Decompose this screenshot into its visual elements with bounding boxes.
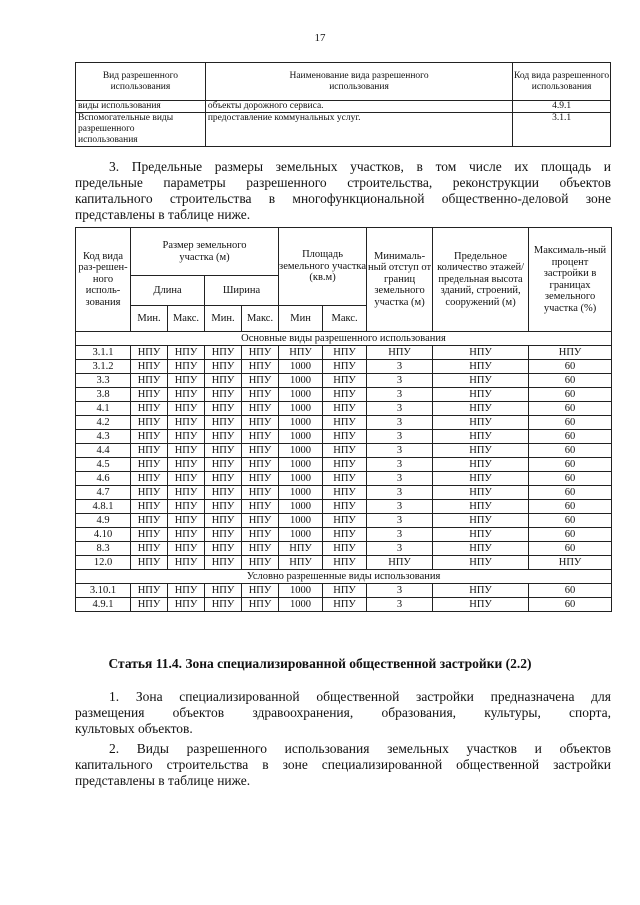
section-row	[76, 570, 612, 584]
table-cell: 4.7	[76, 486, 131, 500]
table-cell: 3	[367, 584, 433, 598]
table-cell: НПУ	[433, 444, 529, 458]
table-cell: НПУ	[323, 528, 367, 542]
table-cell: 3	[367, 472, 433, 486]
table-cell: НПУ	[205, 374, 242, 388]
table-cell: 3	[367, 360, 433, 374]
table-row	[76, 458, 612, 472]
table-cell: НПУ	[205, 472, 242, 486]
table-cell: НПУ	[433, 598, 529, 612]
table-cell: НПУ	[205, 346, 242, 360]
table-cell: НПУ	[279, 346, 323, 360]
table-cell: НПУ	[242, 598, 279, 612]
table-cell: 4.2	[76, 416, 131, 430]
table-row	[76, 444, 612, 458]
table-cell: НПУ	[433, 528, 529, 542]
table-cell: 4.1	[76, 402, 131, 416]
table-row	[76, 101, 611, 113]
table-cell: 1000	[279, 402, 323, 416]
table-cell: 60	[529, 444, 612, 458]
table-cell: 1000	[279, 360, 323, 374]
table-header-row	[76, 63, 611, 101]
table-cell: 1000	[279, 500, 323, 514]
table-cell: НПУ	[323, 486, 367, 500]
table-cell: НПУ	[168, 416, 205, 430]
table-cell: 3	[367, 486, 433, 500]
table-cell: 60	[529, 500, 612, 514]
table-cell: 60	[529, 584, 612, 598]
table-cell: НПУ	[323, 472, 367, 486]
table-cell: НПУ	[205, 486, 242, 500]
paragraph-line: представлены в таблице ниже.	[75, 773, 251, 788]
section-row	[76, 332, 612, 346]
table-row	[76, 500, 612, 514]
table-row	[76, 528, 612, 542]
table-cell: 3.1.2	[76, 360, 131, 374]
table-cell: НПУ	[205, 598, 242, 612]
table-cell: 3	[367, 374, 433, 388]
table-cell: 3	[367, 598, 433, 612]
table-cell: НПУ	[131, 598, 168, 612]
table-cell: НПУ	[433, 388, 529, 402]
cell-code: 4.9.1	[513, 101, 611, 113]
table-cell: 1000	[279, 444, 323, 458]
table-cell: 3.10.1	[76, 584, 131, 598]
header-name: Наименование вида разрешенного использования	[205, 63, 512, 101]
table-cell: 60	[529, 402, 612, 416]
table-cell: 3	[367, 402, 433, 416]
table-cell: НПУ	[168, 346, 205, 360]
table-cell: НПУ	[242, 514, 279, 528]
table-cell: 1000	[279, 514, 323, 528]
parameters-table	[75, 227, 612, 612]
table-cell: НПУ	[279, 542, 323, 556]
table-cell: 3	[367, 500, 433, 514]
table-row	[76, 598, 612, 612]
table-cell: 3	[367, 542, 433, 556]
paragraph-2	[75, 741, 611, 789]
table-cell: НПУ	[242, 430, 279, 444]
table-cell: 60	[529, 416, 612, 430]
table-cell: НПУ	[433, 402, 529, 416]
table-cell: НПУ	[168, 528, 205, 542]
table-row	[76, 514, 612, 528]
table-cell: 60	[529, 388, 612, 402]
table-cell: НПУ	[323, 584, 367, 598]
table-cell: НПУ	[168, 402, 205, 416]
table-cell: НПУ	[433, 542, 529, 556]
header-code: Код вида раз-решен-ного исполь-зования	[76, 228, 131, 332]
table-row	[76, 584, 612, 598]
table-row	[76, 388, 612, 402]
paragraph-1	[75, 689, 611, 737]
table-cell: 60	[529, 514, 612, 528]
table-cell: НПУ	[205, 500, 242, 514]
table-cell: 60	[529, 486, 612, 500]
table-cell: НПУ	[242, 346, 279, 360]
table-cell: 1000	[279, 458, 323, 472]
header-width-min: Мин.	[205, 306, 242, 332]
table-cell: 3	[367, 388, 433, 402]
table-cell: 60	[529, 472, 612, 486]
table-cell: НПУ	[168, 514, 205, 528]
table-row	[76, 374, 612, 388]
table-cell: НПУ	[433, 486, 529, 500]
table-cell: 1000	[279, 528, 323, 542]
table-row	[76, 542, 612, 556]
table-cell: 3	[367, 514, 433, 528]
table-cell: НПУ	[433, 374, 529, 388]
table-row	[76, 556, 612, 570]
table-cell: НПУ	[433, 556, 529, 570]
table-cell: НПУ	[433, 360, 529, 374]
table-cell: НПУ	[131, 528, 168, 542]
table-cell: НПУ	[529, 346, 612, 360]
table-cell: НПУ	[205, 556, 242, 570]
table-cell: НПУ	[323, 500, 367, 514]
table-cell: 60	[529, 360, 612, 374]
page-number: 17	[314, 32, 326, 44]
table-cell: 1000	[279, 584, 323, 598]
paragraph-line: культовых объектов.	[75, 721, 193, 736]
table-cell: НПУ	[205, 528, 242, 542]
table-cell: НПУ	[168, 458, 205, 472]
table-cell: НПУ	[433, 346, 529, 360]
table-cell: НПУ	[242, 402, 279, 416]
table-cell: НПУ	[168, 388, 205, 402]
paragraph-line: 1. Зона специализированной общественной застройки предназначена для	[109, 689, 611, 704]
table-cell: НПУ	[205, 388, 242, 402]
table-cell: НПУ	[205, 458, 242, 472]
header-area-min: Мин	[279, 306, 323, 332]
header-area: Площадь земельного участка (кв.м)	[279, 228, 367, 306]
header-kind: Вид разрешенного использования	[76, 63, 206, 101]
table-cell: 1000	[279, 416, 323, 430]
table-cell: НПУ	[323, 346, 367, 360]
table-cell: НПУ	[323, 416, 367, 430]
table-cell: НПУ	[242, 486, 279, 500]
table-cell: НПУ	[433, 584, 529, 598]
header-length-max: Макс.	[168, 306, 205, 332]
table-cell: 3	[367, 528, 433, 542]
table-cell: 60	[529, 374, 612, 388]
table-cell: НПУ	[168, 598, 205, 612]
table-cell: 4.6	[76, 472, 131, 486]
table-cell: НПУ	[131, 444, 168, 458]
table-row	[76, 113, 611, 147]
table-cell: НПУ	[242, 444, 279, 458]
table-cell: 3.3	[76, 374, 131, 388]
table-cell: НПУ	[242, 542, 279, 556]
table-cell: НПУ	[242, 416, 279, 430]
table-cell: НПУ	[433, 472, 529, 486]
table-cell: НПУ	[205, 584, 242, 598]
table-cell: НПУ	[323, 458, 367, 472]
header-area-max: Макс.	[323, 306, 367, 332]
table-cell: НПУ	[323, 402, 367, 416]
table-cell: НПУ	[168, 430, 205, 444]
table-cell: 4.4	[76, 444, 131, 458]
table-cell: НПУ	[205, 360, 242, 374]
table-cell: НПУ	[529, 556, 612, 570]
table-cell: НПУ	[323, 556, 367, 570]
table-row	[76, 416, 612, 430]
table-cell: НПУ	[168, 584, 205, 598]
table-cell: 8.3	[76, 542, 131, 556]
table-cell: НПУ	[323, 444, 367, 458]
paragraph-line: капитального строительства в зоне специализированной общественной застройки	[75, 757, 611, 772]
table-cell: 4.9.1	[76, 598, 131, 612]
table-cell: НПУ	[131, 374, 168, 388]
table-cell: НПУ	[323, 514, 367, 528]
table-cell: НПУ	[242, 528, 279, 542]
table-row	[76, 486, 612, 500]
table-cell: 1000	[279, 388, 323, 402]
header-floors: Предельное количество этажей/ предельная высота зданий, строений, сооружений (м)	[433, 228, 529, 332]
table-cell: НПУ	[242, 458, 279, 472]
table-cell: НПУ	[168, 500, 205, 514]
table-cell: НПУ	[242, 374, 279, 388]
table-row	[76, 430, 612, 444]
table-cell: НПУ	[131, 360, 168, 374]
header-width-max: Макс.	[242, 306, 279, 332]
table-cell: НПУ	[168, 542, 205, 556]
table-cell: НПУ	[131, 388, 168, 402]
table-cell: НПУ	[323, 542, 367, 556]
header-size: Размер земельного участка (м)	[131, 228, 279, 276]
table-row	[76, 360, 612, 374]
table-cell: НПУ	[279, 556, 323, 570]
table-cell: НПУ	[433, 416, 529, 430]
table-cell: 60	[529, 458, 612, 472]
table-cell: НПУ	[131, 584, 168, 598]
header-length-min: Мин.	[131, 306, 168, 332]
table-cell: НПУ	[131, 458, 168, 472]
paragraph-3	[75, 159, 611, 223]
table-cell: НПУ	[242, 388, 279, 402]
table-cell: 3	[367, 458, 433, 472]
table-cell: НПУ	[168, 374, 205, 388]
table-cell: НПУ	[205, 514, 242, 528]
section-title: Условно разрешенные виды использования	[76, 570, 612, 584]
table-cell: НПУ	[131, 542, 168, 556]
table-cell: НПУ	[205, 542, 242, 556]
paragraph-line: 3. Предельные размеры земельных участков, в том числе их площадь и	[109, 159, 611, 174]
header-length: Длина	[131, 276, 205, 306]
table-cell: НПУ	[433, 430, 529, 444]
table-cell: НПУ	[131, 514, 168, 528]
table-cell: НПУ	[433, 458, 529, 472]
section-title: Основные виды разрешенного использования	[76, 332, 612, 346]
cell-name: предоставление коммунальных услуг.	[205, 113, 512, 147]
table-cell: 3	[367, 444, 433, 458]
table-cell: НПУ	[131, 500, 168, 514]
header-code: Код вида разрешенного использования	[513, 63, 611, 101]
table-cell: НПУ	[168, 444, 205, 458]
table-row	[76, 346, 612, 360]
table-cell: НПУ	[433, 514, 529, 528]
table-row	[76, 402, 612, 416]
table-cell: 4.8.1	[76, 500, 131, 514]
table-cell: НПУ	[131, 346, 168, 360]
permitted-use-table	[75, 62, 611, 147]
table-cell: 12.0	[76, 556, 131, 570]
table-cell: 3.1.1	[76, 346, 131, 360]
table-cell: НПУ	[168, 360, 205, 374]
cell-kind: Вспомогательные виды разрешенного использования	[76, 113, 206, 147]
table-cell: НПУ	[367, 556, 433, 570]
table-cell: НПУ	[205, 416, 242, 430]
paragraph-line: капитального строительства в многофункциональной общественно-деловой зоне	[75, 191, 611, 206]
main-uses-group	[76, 332, 612, 570]
table-cell: НПУ	[205, 444, 242, 458]
table-cell: 1000	[279, 430, 323, 444]
table-cell: 1000	[279, 472, 323, 486]
header-width: Ширина	[205, 276, 279, 306]
table-cell: НПУ	[242, 500, 279, 514]
table-cell: НПУ	[323, 598, 367, 612]
paragraph-line: представлены в таблице ниже.	[75, 207, 251, 222]
table-cell: НПУ	[168, 486, 205, 500]
table-cell: НПУ	[242, 584, 279, 598]
paragraph-line: предельные параметры разрешенного строительства, реконструкции объектов	[75, 175, 611, 190]
article-heading: Статья 11.4. Зона специализированной общественной застройки (2.2)	[108, 656, 532, 671]
table-cell: НПУ	[323, 388, 367, 402]
table-cell: 60	[529, 598, 612, 612]
table-cell: 1000	[279, 374, 323, 388]
table-cell: НПУ	[131, 486, 168, 500]
table-cell: НПУ	[242, 472, 279, 486]
table-cell: 3	[367, 416, 433, 430]
table-cell: 4.3	[76, 430, 131, 444]
table-cell: 3	[367, 430, 433, 444]
table-cell: 4.5	[76, 458, 131, 472]
paragraph-line: размещения объектов здравоохранения, образования, культуры, спорта,	[75, 705, 611, 720]
table-cell: НПУ	[242, 360, 279, 374]
table-cell: НПУ	[131, 556, 168, 570]
table-cell: 4.10	[76, 528, 131, 542]
table-cell: НПУ	[131, 416, 168, 430]
paragraph-line: 2. Виды разрешенного использования земельных участков и объектов	[109, 741, 611, 756]
table-cell: НПУ	[131, 430, 168, 444]
table-cell: 1000	[279, 598, 323, 612]
table-cell: НПУ	[131, 402, 168, 416]
table-cell: 3.8	[76, 388, 131, 402]
table-cell: 60	[529, 542, 612, 556]
table-cell: НПУ	[323, 430, 367, 444]
table-cell: НПУ	[131, 472, 168, 486]
table-cell: НПУ	[205, 402, 242, 416]
cell-code: 3.1.1	[513, 113, 611, 147]
table-cell: НПУ	[323, 360, 367, 374]
table-cell: НПУ	[367, 346, 433, 360]
conditional-uses-group	[76, 570, 612, 612]
table-cell: НПУ	[205, 430, 242, 444]
table-row	[76, 472, 612, 486]
cell-kind: виды использования	[76, 101, 206, 113]
table-cell: 60	[529, 528, 612, 542]
table-cell: 4.9	[76, 514, 131, 528]
cell-name: объекты дорожного сервиса.	[205, 101, 512, 113]
header-setback: Минималь-ный отступ от границ земельного участка (м)	[367, 228, 433, 332]
table-cell: НПУ	[168, 556, 205, 570]
table-cell: НПУ	[168, 472, 205, 486]
table-cell: НПУ	[433, 500, 529, 514]
table-cell: 1000	[279, 486, 323, 500]
table-cell: НПУ	[323, 374, 367, 388]
header-coverage: Максималь-ный процент застройки в границах земельного участка (%)	[529, 228, 612, 332]
table-cell: 60	[529, 430, 612, 444]
table-cell: НПУ	[242, 556, 279, 570]
